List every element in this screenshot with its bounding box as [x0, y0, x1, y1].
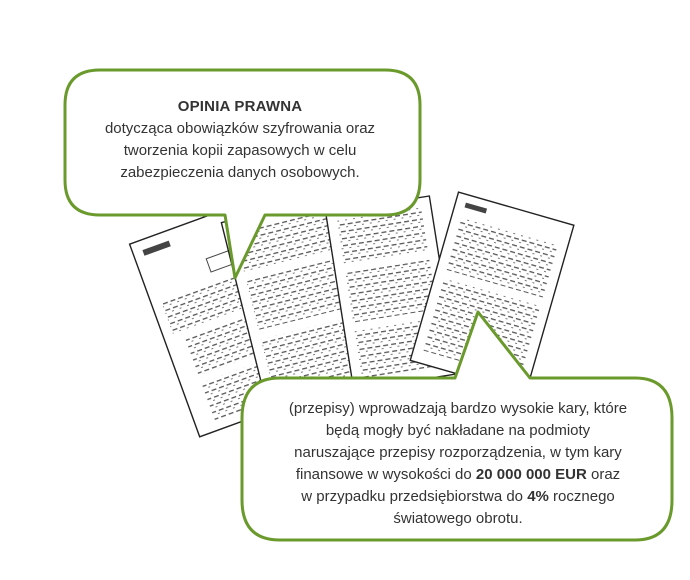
bubble-line	[258, 464, 658, 486]
bubble-line: dotycząca obowiązków szyfrowania oraz	[104, 120, 376, 137]
bubble-line: światowego obrotu.	[393, 510, 523, 527]
text-fragment: w przypadku przedsiębiorstwa do	[301, 488, 528, 505]
bottom-bubble-text	[258, 398, 658, 530]
text-fragment: finansowe w wysokości do	[295, 466, 476, 483]
bubble-title: OPINIA PRAWNA	[177, 98, 303, 115]
bubble-line: tworzenia kopii zapasowych w celu	[123, 142, 357, 159]
fine-percentage: 4%	[527, 488, 549, 505]
text-fragment: oraz	[586, 466, 621, 483]
bubble-line: naruszające przepisy rozporządzenia, w tym kary	[294, 444, 622, 461]
bubble-line: (przepisy) wprowadzają bardzo wysokie kary, które	[288, 400, 628, 417]
bubble-line: będą mogły być nakładane na podmioty	[325, 422, 591, 439]
top-bubble-text	[75, 96, 405, 184]
text-fragment: rocznego	[548, 488, 615, 505]
fine-amount: 20 000 000 EUR	[475, 466, 587, 483]
bubble-line: zabezpieczenia danych osobowych.	[120, 164, 360, 181]
bubble-line	[258, 486, 658, 508]
